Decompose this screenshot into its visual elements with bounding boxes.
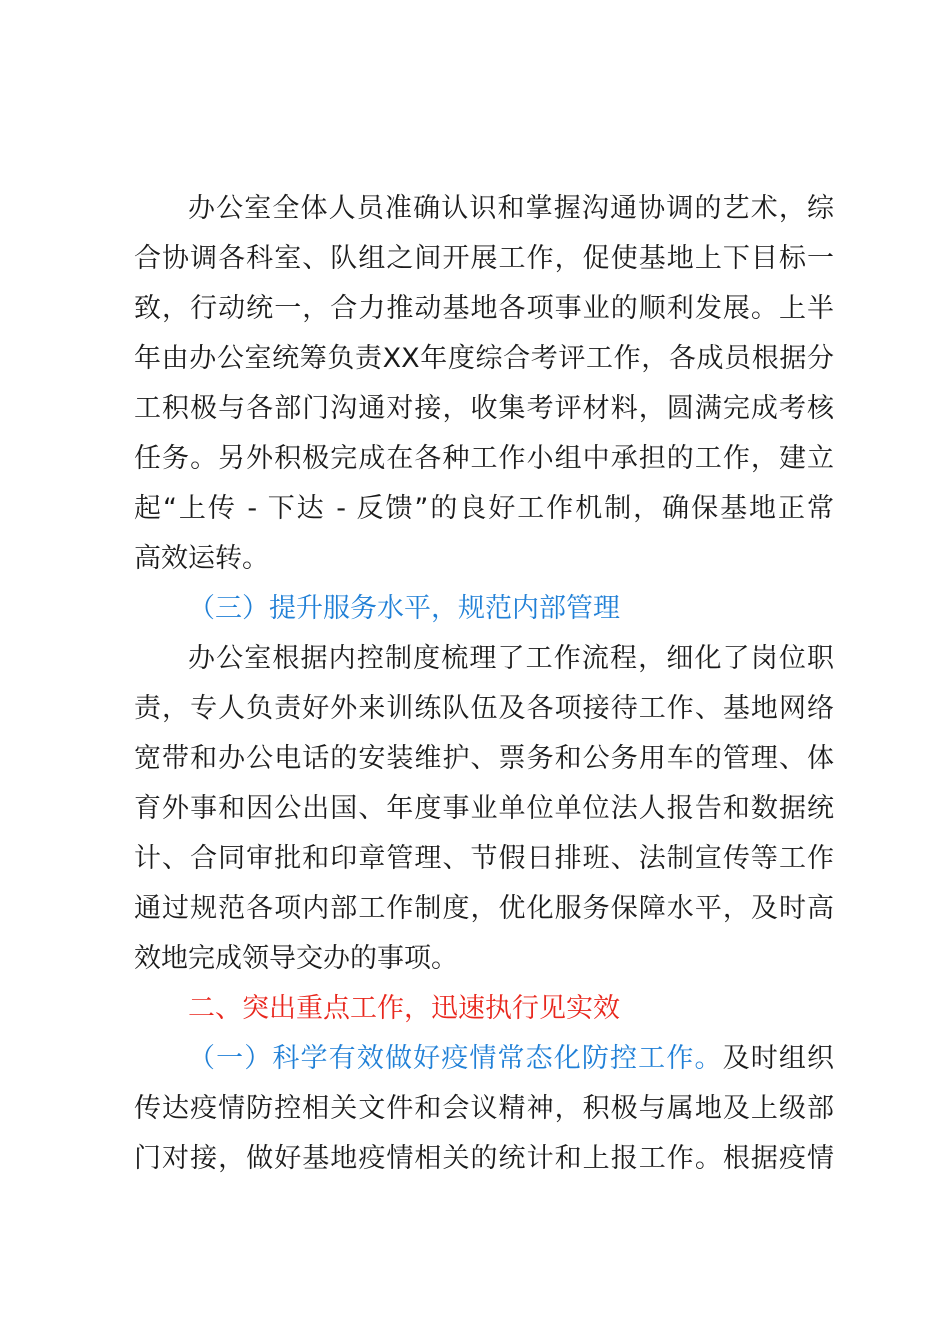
paragraph-line: 宽带和办公电话的安装维护、票务和公务用车的管理、体: [134, 743, 834, 774]
paragraph-coordination: [134, 184, 834, 584]
paragraph-line: 通过规范各项内部工作制度，优化服务保障水平，及时高: [134, 893, 834, 924]
paragraph-line: 效地完成领导交办的事项。: [134, 943, 458, 974]
paragraph-line: 门对接，做好基地疫情相关的统计和上报工作。根据疫情: [134, 1143, 834, 1174]
paragraph-line-rest: 及时组织: [722, 1043, 835, 1074]
paragraph-internal-management: [134, 634, 834, 984]
paragraph-line: 办公室根据内控制度梳理了工作流程，细化了岗位职: [188, 643, 834, 674]
section-heading-key-work: 二、突出重点工作，迅速执行见实效: [188, 993, 620, 1024]
document-body: [134, 184, 834, 1184]
paragraph-line: 传达疫情防控相关文件和会议精神，积极与属地及上级部: [134, 1093, 834, 1124]
paragraph-line: 起“上传 - 下达 - 反馈”的良好工作机制，确保基地正常: [134, 493, 834, 524]
paragraph-line: 高效运转。: [134, 543, 269, 574]
paragraph-line: 致，行动统一，合力推动基地各项事业的顺利发展。上半: [134, 293, 834, 324]
paragraph-line: 合协调各科室、队组之间开展工作，促使基地上下目标一: [134, 243, 834, 274]
paragraph-line: 工积极与各部门沟通对接，收集考评材料，圆满完成考核: [134, 393, 834, 424]
paragraph-line: 计、合同审批和印章管理、节假日排班、法制宣传等工作: [134, 843, 834, 874]
paragraph-line: 育外事和因公出国、年度事业单位单位法人报告和数据统: [134, 793, 834, 824]
subheading-epidemic-control: （一）科学有效做好疫情常态化防控工作。: [188, 1043, 723, 1074]
paragraph-epidemic-control: [134, 1034, 834, 1184]
paragraph-line: 办公室全体人员准确认识和掌握沟通协调的艺术，综: [188, 193, 834, 224]
paragraph-line: [134, 1034, 834, 1084]
paragraph-line: 责，专人负责好外来训练队伍及各项接待工作、基地网络: [134, 693, 834, 724]
subheading-service-level: （三）提升服务水平，规范内部管理: [188, 593, 620, 624]
paragraph-line: 年由办公室统筹负责XX年度综合考评工作，各成员根据分: [134, 343, 834, 374]
paragraph-line: 任务。另外积极完成在各种工作小组中承担的工作，建立: [134, 443, 834, 474]
